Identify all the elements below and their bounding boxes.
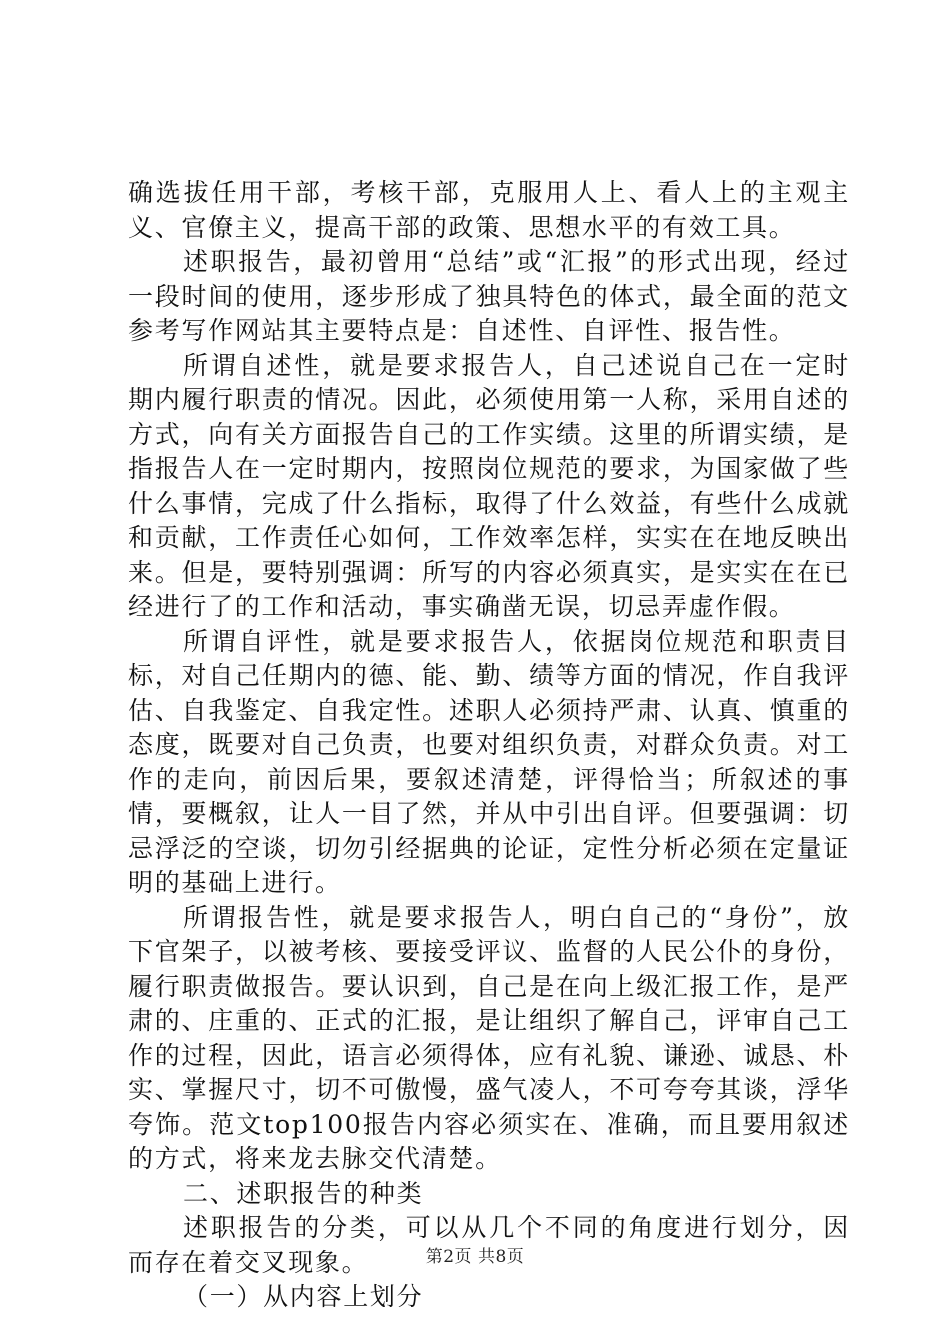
paragraph-continuation: 确选拔任用干部，考核干部，克服用人上、看人上的主观主义、官僚主义，提高干部的政策、思想水平的有效工具。 [128,178,850,242]
section-heading-report-types: 二、述职报告的种类 [183,1178,424,1208]
document-body [128,176,850,1315]
paragraph-self-evaluation: 所谓自评性，就是要求报告人，依据岗位规范和职责目标，对自己任期内的德、能、勤、绩等方面的情况，作自我评估、自我鉴定、自我定性。述职人必须持严肃、认真、慎重的态度，既要对自己负责，也要对组织负责，对群众负责。对工作的走向，前因后果，要叙述清楚，评得恰当；所叙述的事情，要概叙，让人一目了然，并从中引出自评。但要强调：切忌浮泛的空谈，切勿引经据典的论证，定性分析必须在定量证明的基础上进行。 [128,626,850,897]
subsection-heading-by-content: （一）从内容上划分 [183,1282,424,1311]
paragraph-reporting-nature: 所谓报告性，就是要求报告人，明白自己的“身份”，放下官架子，以被考核、要接受评议、监督的人民公仆的身份，履行职责做报告。要认识到，自己是在向上级汇报工作，是严肃的、庄重的、正式的汇报，是让组织了解自己，评审自己工作的过程，因此，语言必须得体，应有礼貌、谦逊、诚恳、朴实、掌握尺寸，切不可傲慢，盛气凌人，不可夸夸其谈，浮华夸饰。范文top100报告内容必须实在、准确，而且要用叙述的方式，将来龙去脉交代清楚。 [128,902,850,1173]
paragraph-report-features: 述职报告，最初曾用“总结”或“汇报”的形式出现，经过一段时间的使用，逐步形成了独具特色的体式，最全面的范文参考写作网站其主要特点是：自述性、自评性、报告性。 [128,247,850,345]
paragraph-classification: 述职报告的分类，可以从几个不同的角度进行划分，因而存在着交叉现象。 [128,1213,850,1277]
page-number-footer: 第2页 共8页 [425,1247,525,1267]
paragraph-self-narrative: 所谓自述性，就是要求报告人，自己述说自己在一定时期内履行职责的情况。因此，必须使用第一人称，采用自述的方式，向有关方面报告自己的工作实绩。这里的所谓实绩，是指报告人在一定时期内，按照岗位规范的要求，为国家做了些什么事情，完成了什么指标，取得了什么效益，有些什么成就和贡献，工作责任心如何，工作效率怎样，实实在在地反映出来。但是，要特别强调：所写的内容必须真实，是实实在在已经进行了的工作和活动，事实确凿无误，切忌弄虚作假。 [128,350,850,621]
